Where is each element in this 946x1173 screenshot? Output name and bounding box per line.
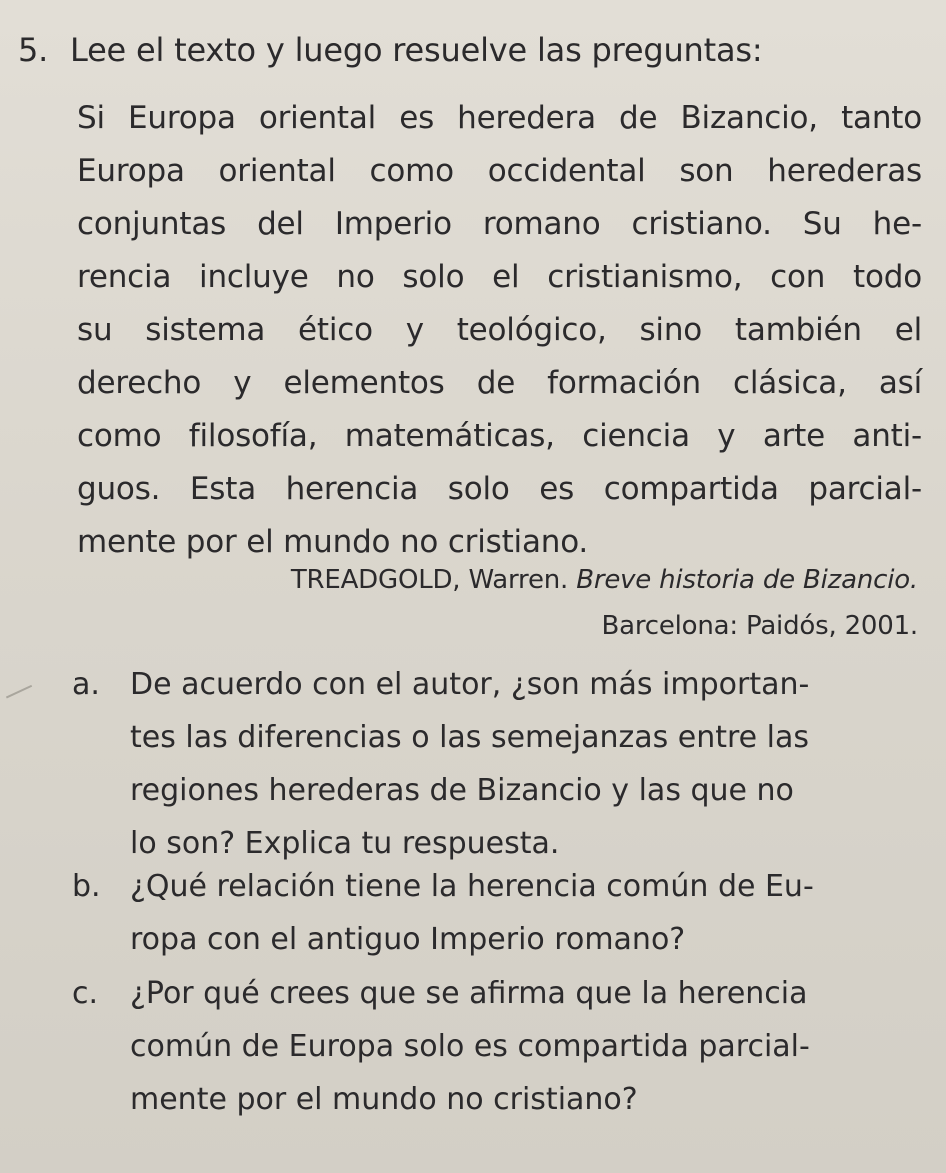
question-line: tes las diferencias o las semejanzas entre las xyxy=(130,720,810,755)
question-text xyxy=(130,967,930,1126)
passage-line: su sistema ético y teológico, sino también el xyxy=(77,312,922,348)
citation xyxy=(291,557,918,649)
passage-line: rencia incluye no solo el cristianismo, con todo xyxy=(77,259,922,295)
exercise-instruction: Lee el texto y luego resuelve las preguntas: xyxy=(70,31,763,69)
passage-line: guos. Esta herencia solo es compartida parcial- xyxy=(77,471,922,507)
citation-line-1 xyxy=(291,557,918,603)
citation-author: TREADGOLD, Warren. xyxy=(290,565,569,595)
question-line: ¿Por qué crees que se afirma que la herencia xyxy=(130,976,808,1011)
question-text xyxy=(130,658,930,870)
reading-passage xyxy=(77,92,922,569)
passage-line: Europa oriental como occidental son herederas xyxy=(77,153,922,189)
question-line: lo son? Explica tu respuesta. xyxy=(130,826,560,861)
citation-publisher: Barcelona: Paidós, 2001. xyxy=(601,611,918,641)
passage-line: como filosofía, matemáticas, ciencia y arte anti- xyxy=(77,418,922,454)
question-text xyxy=(130,860,930,966)
question-line: De acuerdo con el autor, ¿son más importan- xyxy=(130,667,810,702)
exercise-number: 5. xyxy=(18,31,49,69)
exercise-heading xyxy=(18,30,762,70)
citation-title: Breve historia de Bizancio. xyxy=(576,565,918,595)
question-letter: b. xyxy=(72,869,101,904)
question-letter: a. xyxy=(72,667,100,702)
passage-line: Si Europa oriental es heredera de Bizancio, tanto xyxy=(77,100,922,136)
question-line: común de Europa solo es compartida parcial- xyxy=(130,1029,810,1064)
question-line: mente por el mundo no cristiano? xyxy=(130,1082,638,1117)
question-line: ropa con el antiguo Imperio romano? xyxy=(130,922,686,957)
question-line: ¿Qué relación tiene la herencia común de Eu- xyxy=(130,869,814,904)
question-line: regiones herederas de Bizancio y las que no xyxy=(130,773,794,808)
passage-line: mente por el mundo no cristiano. xyxy=(77,524,589,560)
passage-line: derecho y elementos de formación clásica, así xyxy=(77,365,922,401)
pencil-mark xyxy=(6,685,38,711)
question-letter: c. xyxy=(72,976,99,1011)
passage-line: conjuntas del Imperio romano cristiano. Su he- xyxy=(77,206,922,242)
